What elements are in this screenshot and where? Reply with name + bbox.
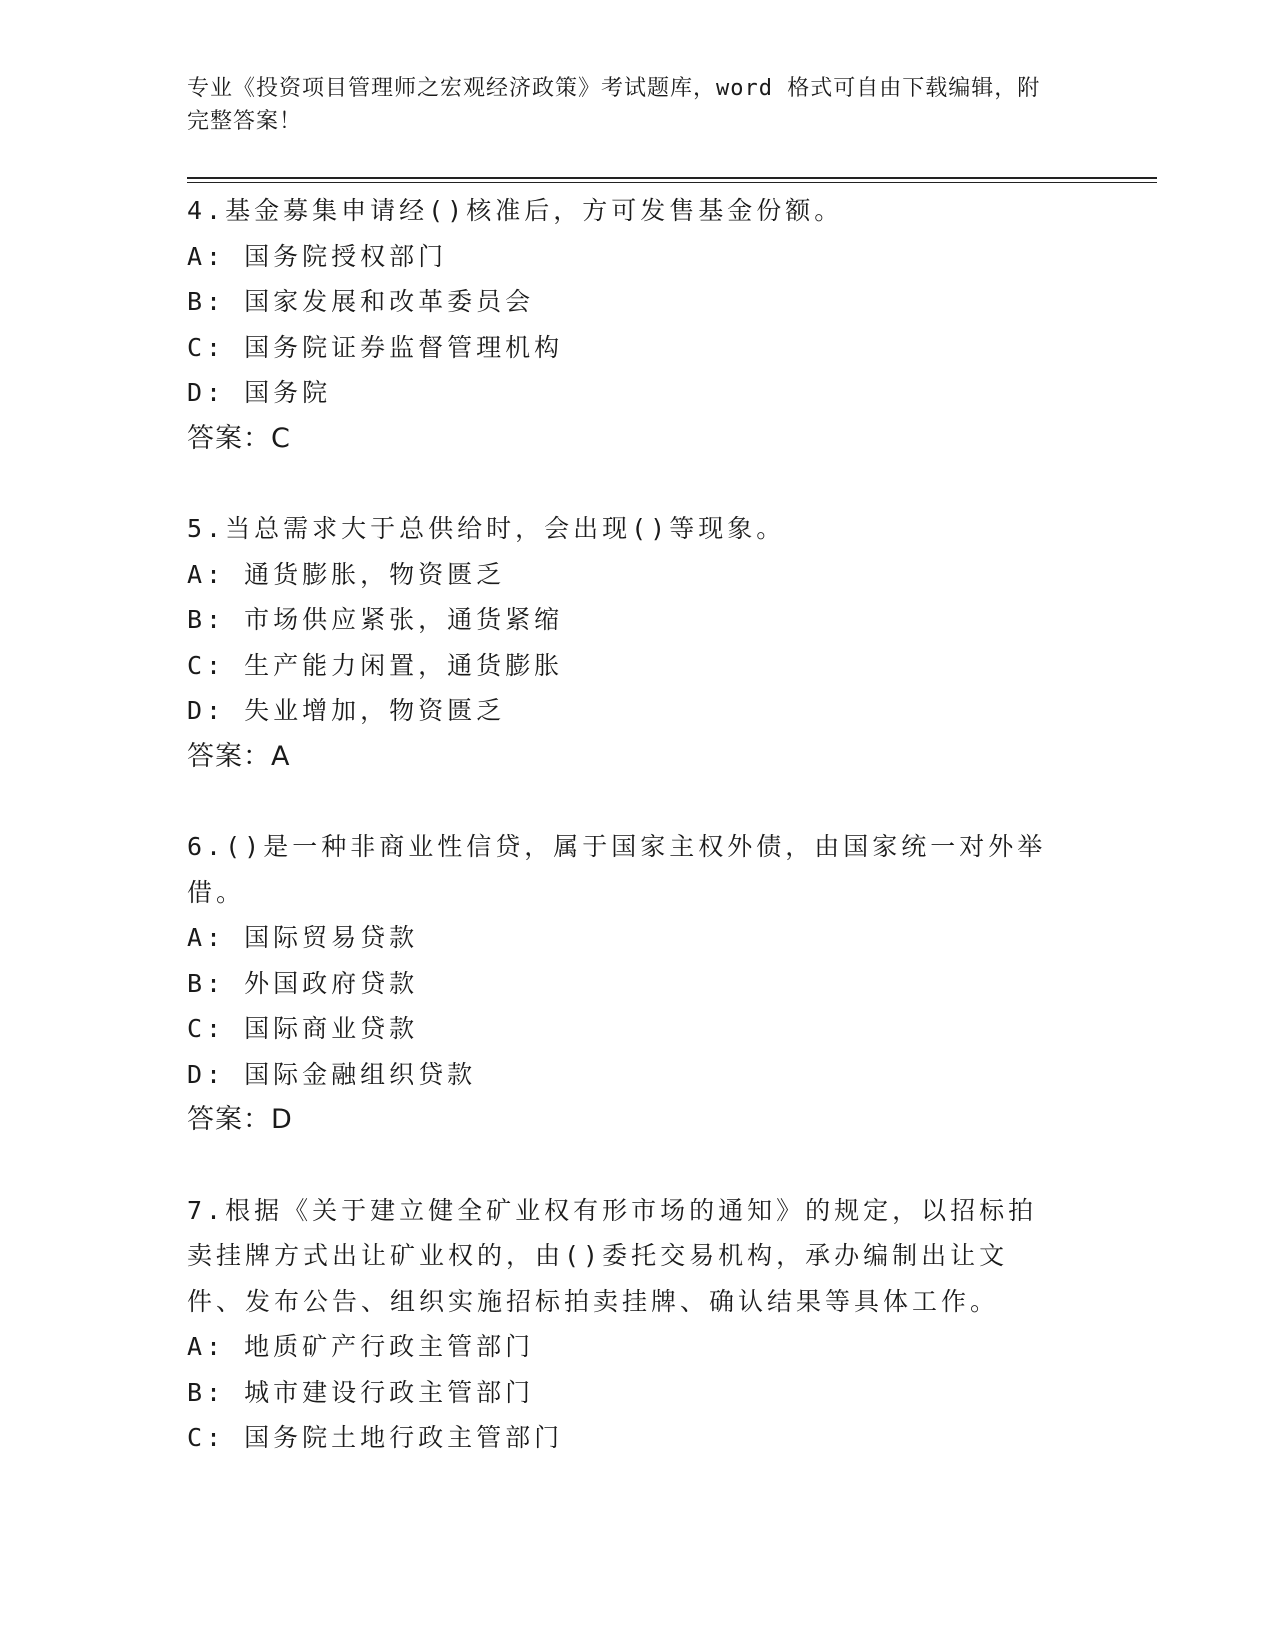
header-divider-thick (187, 177, 1157, 179)
question-item (187, 824, 1057, 1143)
option-a: A: 通货膨胀，物资匮乏 (187, 559, 506, 589)
question-item (187, 188, 1057, 461)
option-d: D: 失业增加，物资匮乏 (187, 696, 506, 725)
question-list (187, 188, 1057, 1461)
option-b: B: 外国政府贷款 (187, 968, 419, 998)
option-c: C: 国务院证券监督管理机构 (187, 332, 564, 362)
option-a: A: 地质矿产行政主管部门 (187, 1332, 535, 1361)
option-b: B: 城市建设行政主管部门 (187, 1377, 535, 1407)
option-a: A: 国际贸易贷款 (187, 923, 419, 952)
document-header: 专业《投资项目管理师之宏观经济政策》考试题库，word 格式可自由下载编辑，附完整答案！ (187, 76, 1041, 134)
question-stem: 7.根据《关于建立健全矿业权有形市场的通知》的规定，以招标拍卖挂牌方式出让矿业权的，由()委托交易机构，承办编制出让文件、发布公告、组织实施招标拍卖挂牌、确认结果等具体工作。 (187, 1195, 1038, 1316)
question-item (187, 1188, 1057, 1461)
answer-text: 答案：A (187, 740, 291, 772)
header-divider-thin (187, 182, 1157, 183)
option-c: C: 国际商业贷款 (187, 1014, 419, 1043)
question-item (187, 506, 1057, 779)
question-stem: 5.当总需求大于总供给时，会出现()等现象。 (187, 514, 786, 543)
option-c: C: 国务院土地行政主管部门 (187, 1423, 564, 1452)
option-c: C: 生产能力闲置，通货膨胀 (187, 650, 564, 680)
option-d: D: 国际金融组织贷款 (187, 1059, 477, 1089)
option-b: B: 国家发展和改革委员会 (187, 287, 535, 316)
question-stem: 4.基金募集申请经()核准后，方可发售基金份额。 (187, 196, 844, 225)
question-stem: 6.()是一种非商业性信贷，属于国家主权外债，由国家统一对外举借。 (187, 832, 1047, 907)
answer-text: 答案：C (187, 422, 291, 454)
option-b: B: 市场供应紧张，通货紧缩 (187, 605, 564, 634)
option-a: A: 国务院授权部门 (187, 241, 448, 271)
option-d: D: 国务院 (187, 378, 332, 407)
answer-text: 答案：D (187, 1104, 293, 1135)
